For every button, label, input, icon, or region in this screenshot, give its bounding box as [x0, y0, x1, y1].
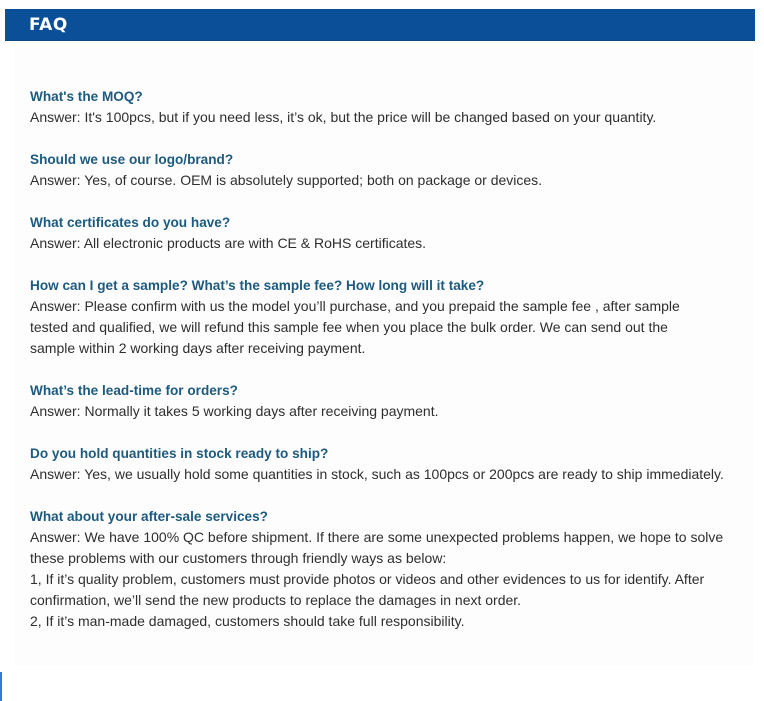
faq-title: FAQ: [29, 15, 68, 35]
faq-item-certificates: [30, 212, 750, 254]
faq-item-stock: [30, 443, 750, 485]
faq-question: Do you hold quantities in stock ready to ship?: [30, 446, 329, 461]
faq-item-moq: [30, 86, 750, 128]
edge-accent-bar: [0, 672, 2, 701]
faq-question: How can I get a sample? What’s the sample fee? How long will it take?: [30, 278, 485, 293]
faq-answer: Answer: Please confirm with us the model you’ll purchase, and you prepaid the sample fee , after sample: [30, 298, 680, 314]
faq-answer: tested and qualified, we will refund this sample fee when you place the bulk order. We can send out the: [30, 319, 668, 335]
faq-answer: 2, If it’s man-made damaged, customers should take full responsibility.: [30, 613, 465, 629]
faq-answer: Answer: Yes, we usually hold some quantities in stock, such as 100pcs or 200pcs are ready to ship immediately.: [30, 466, 724, 482]
faq-answer: sample within 2 working days after receiving payment.: [30, 340, 366, 356]
faq-answer: 1, If it’s quality problem, customers must provide photos or videos and other evidences to us for identify. After: [30, 571, 705, 587]
faq-item-sample: [30, 275, 750, 359]
faq-answer: confirmation, we’ll send the new products to replace the damages in next order.: [30, 592, 522, 608]
faq-list: [30, 86, 750, 653]
faq-header-bar: [5, 9, 755, 41]
faq-question: What’s the lead-time for orders?: [30, 383, 238, 398]
faq-item-logo-brand: [30, 149, 750, 191]
faq-answer: Answer: All electronic products are with CE & RoHS certificates.: [30, 235, 427, 251]
faq-answer: Answer: We have 100% QC before shipment. If there are some unexpected problems happen, we hope to solve: [30, 529, 724, 545]
faq-item-after-sale: [30, 506, 750, 632]
faq-question: What's the MOQ?: [30, 89, 143, 104]
faq-answer: these problems with our customers through friendly ways as below:: [30, 550, 447, 566]
faq-question: Should we use our logo/brand?: [30, 152, 234, 167]
faq-answer: Answer: It's 100pcs, but if you need less, it’s ok, but the price will be changed based on your quantity.: [30, 109, 657, 125]
faq-question: What certificates do you have?: [30, 215, 231, 230]
faq-answer: Answer: Normally it takes 5 working days after receiving payment.: [30, 403, 439, 419]
faq-answer: Answer: Yes, of course. OEM is absolutely supported; both on package or devices.: [30, 172, 543, 188]
faq-item-lead-time: [30, 380, 750, 422]
faq-question: What about your after-sale services?: [30, 509, 268, 524]
